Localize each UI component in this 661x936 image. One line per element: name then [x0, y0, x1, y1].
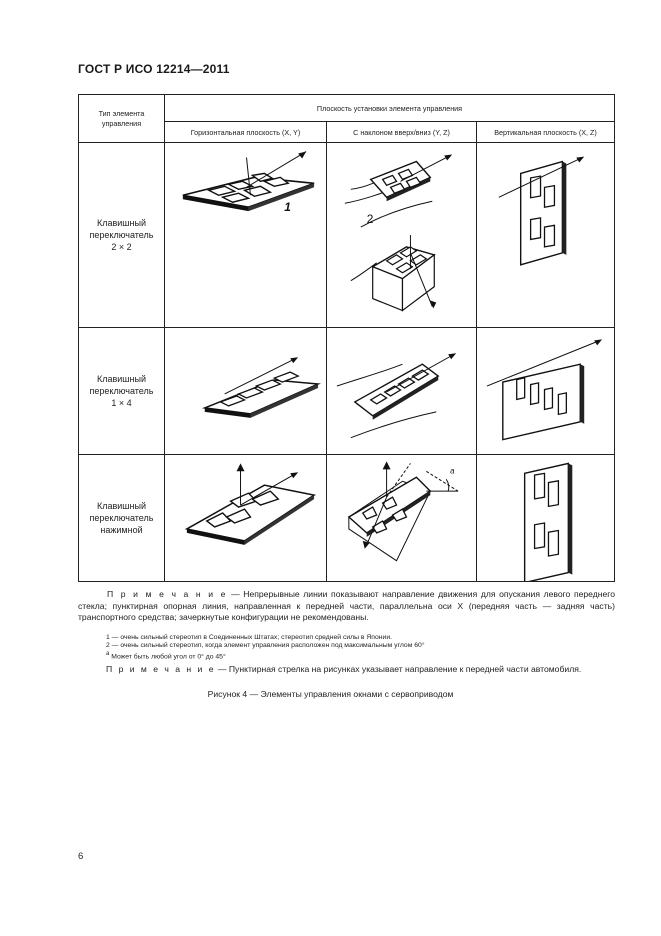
callout-a: a: [450, 466, 455, 476]
rocker-2x2-inclined-drawing: [327, 143, 476, 327]
push-horizontal-drawing: [165, 455, 326, 581]
row-label-line: Клавишный: [97, 374, 146, 384]
footnote-a: [106, 650, 586, 661]
row-label-line: 1 × 4: [111, 398, 132, 408]
rocker-1x4-inclined-drawing: [327, 328, 476, 454]
note-1: [78, 589, 615, 624]
rocker-2x2-vertical-drawing: [477, 143, 614, 327]
note-1-label: П р и м е ч а н и е: [107, 589, 228, 599]
row-label-line: Клавишный: [97, 501, 146, 511]
figure-2x2-vertical: [477, 143, 615, 328]
page-number: 6: [78, 851, 84, 862]
row-label-line: 2 × 2: [111, 242, 132, 252]
rocker-2x2-horizontal-drawing: [165, 143, 326, 327]
row-label-line: переключатель: [89, 513, 154, 523]
footnote-1: 1 — очень сильный стереотип в Соединенных Штатах; стереотип средней силы в Японии.: [106, 634, 392, 641]
row-label-line: переключатель: [89, 386, 154, 396]
figure-push-inclined: [327, 455, 477, 582]
note-1-text: — Непрерывные линии показывают направление движения для опускания левого переднего стекла; пунктирная опорная линия, направленная к передней части, параллельна оси X (передняя часть — задняя часть) транспортного средства; зачеркнутые конфигурации не рекомендованы.: [78, 589, 616, 622]
push-inclined-drawing: [327, 455, 476, 581]
footnote-a-text: Может быть любой угол от 0° до 45°: [111, 653, 226, 661]
figure-1x4-inclined: [327, 328, 477, 455]
column-vertical: Вертикальная плоскость (X, Z): [477, 122, 615, 143]
column-inclined: С наклоном вверх/вниз (Y, Z): [327, 122, 477, 143]
document-title: ГОСТ Р ИСО 12214—2011: [78, 62, 230, 76]
corner-header: [79, 95, 165, 143]
row-label-line: Клавишный: [97, 218, 146, 228]
figure-2x2-horizontal: [165, 143, 327, 328]
figure-1x4-horizontal: [165, 328, 327, 455]
plane-header: Плоскость установки элемента управления: [165, 95, 615, 122]
row-label-line: нажимной: [100, 525, 143, 535]
push-vertical-drawing: [477, 455, 614, 581]
callout-1: 1: [284, 200, 291, 215]
column-horizontal: Горизонтальная плоскость (X, Y): [165, 122, 327, 143]
footnote-a-mark: a: [106, 651, 110, 658]
figure-push-vertical: [477, 455, 615, 582]
rocker-1x4-vertical-drawing: [477, 328, 614, 454]
note-2-label: П р и м е ч а н и е: [106, 664, 216, 674]
footnote-2: 2 — очень сильный стереотип, когда элемент управления расположен под максимальным углом 60°: [106, 642, 425, 650]
callout-2: 2: [366, 212, 374, 227]
row-label-2x2: [79, 143, 165, 328]
row-label-line: переключатель: [89, 230, 154, 240]
note-2-text: — Пунктирная стрелка на рисунках указывает направление к передней части автомобиля.: [215, 664, 582, 674]
figure-2x2-inclined: [327, 143, 477, 328]
controls-table: [78, 94, 615, 582]
note-2: [106, 664, 581, 674]
row-label-1x4: [79, 328, 165, 455]
figure-1x4-vertical: [477, 328, 615, 455]
footnotes: [106, 634, 586, 662]
corner-label: Тип элемента управления: [98, 108, 145, 128]
rocker-1x4-horizontal-drawing: [165, 328, 326, 454]
figure-push-horizontal: [165, 455, 327, 582]
row-label-push: [79, 455, 165, 582]
figure-caption: Рисунок 4 — Элементы управления окнами с сервоприводом: [207, 689, 454, 699]
